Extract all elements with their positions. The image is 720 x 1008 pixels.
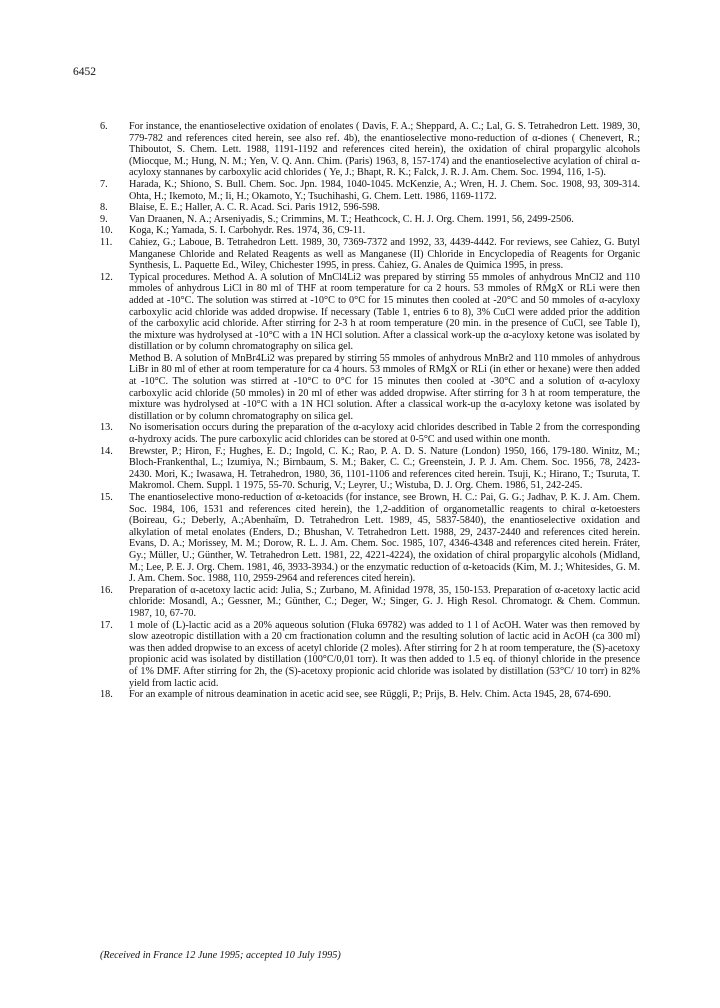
- reference-text: Van Draanen, N. A.; Arseniyadis, S.; Crimmins, M. T.; Heathcock, C. H. J. Org. Chem. 1991, 56, 2499-2506.: [129, 213, 574, 225]
- reference-16: [100, 585, 640, 620]
- reference-number: 14.: [100, 445, 113, 457]
- reference-8: [100, 202, 640, 214]
- reference-18: [100, 689, 640, 701]
- reference-11: [100, 237, 640, 272]
- reference-text: Koga, K.; Yamada, S. I. Carbohydr. Res. 1974, 36, C9-11.: [129, 225, 366, 237]
- reference-number: 7.: [100, 178, 108, 190]
- references-list: [100, 121, 640, 701]
- reference-text: Cahiez, G.; Laboue, B. Tetrahedron Lett. 1989, 30, 7369-7372 and 1992, 33, 4439-4442. For reviews, see Cahiez, G. Butyl Manganese Chloride and Related Reagents as well as Manganese (II) Chloride in Encyclopedia of Reagents for Organic Synthesis, L. Paquette Ed., Wiley, Chichester 1995, in press. Cahiez, G. Anales de Quimica 1995, in press.: [129, 236, 640, 272]
- page-number: 6452: [73, 66, 96, 78]
- reference-number: 11.: [100, 236, 113, 248]
- reference-10: [100, 225, 640, 237]
- reference-6: [100, 121, 640, 179]
- reference-text: For an example of nitrous deamination in acetic acid see, see Rüggli, P.; Prijs, B. Helv. Chim. Acta 1945, 28, 674-690.: [129, 689, 612, 701]
- reference-13: [100, 422, 640, 445]
- reference-number: 10.: [100, 225, 113, 237]
- received-date-line: (Received in France 12 June 1995; accepted 10 July 1995): [100, 950, 341, 961]
- reference-14: [100, 446, 640, 492]
- reference-text: The enantioselective mono-reduction of α-ketoacids (for instance, see Brown, H. C.: Pai, G. G.; Jadhav, P. K. J. Am. Chem. Soc. 1984, 106, 1531 and references cited herein), the 1,2-addition of organometallic reagents to chiral α-ketoesters (Boireau, G.; Deberly, A.;Abenhaïm, D. Tetrahedron Lett. 1989, 45, 5837-5840), the enantioselective oxidation and alkylation of metal enolates (Enders, D.; Bhushan, V. Tetrahedron Lett. 1988, 29, 2437-2440 and references cited herein. Evans, D. A.; Morissey, M. M.; Dorow, R. L. J. Am. Chem. Soc. 1985, 107, 4346-4348 and references cited herein. Fráter, Gy.; Müller, U.; Günther, W. Tetrahedron Lett. 1981, 22, 4221-4224), the oxidation of chiral propargylic alcohols (Midland, M.; Lee, P. E. J. Org. Chem. 1981, 46, 3933-3934.) or the enzymatic reduction of α-ketoacids (Kim, M. J.; Whitesides, G. M. J. Am. Chem. Soc. 1988, 110, 2959-2964 and references cited herein).: [129, 492, 640, 585]
- reference-7: [100, 179, 640, 202]
- reference-17: [100, 620, 640, 690]
- reference-text: Harada, K.; Shiono, S. Bull. Chem. Soc. Jpn. 1984, 1040-1045. McKenzie, A.; Wren, H. J. Chem. Soc. 1908, 93, 309-314. Ohta, H.; Ikemoto, M.; Ii, H.; Okamoto, Y.; Tsuchihashi, G. Chem. Lett. 1986, 1169-1172.: [129, 178, 640, 202]
- reference-number: 8.: [100, 202, 108, 214]
- reference-text: 1 mole of (L)-lactic acid as a 20% aqueous solution (Fluka 69782) was added to 1 l of AcOH. Water was then removed by slow azeotropic distillation with a 20 cm fractionation column and the resulting solution of lactic acid in AcOH (ca 300 ml) was then added dropwise to an excess of acetyl chloride (2 moles). After stirring for 2 h at room temperature, the (S)-acetoxy propionic acid was isolated by distillation (100°C/0,01 torr). It was then added to 1.5 eq. of thionyl chloride in the presence of 1% DMF. After stirring for 2h, the (S)-acetoxy propionic acid chloride was isolated by distillation (53°C/ 10 torr) in 82% yield from lactic acid.: [129, 619, 640, 689]
- reference-number: 18.: [100, 689, 113, 701]
- reference-number: 6.: [100, 121, 108, 132]
- method-b-text: Method B. A solution of MnBr4Li2 was prepared by stirring 55 mmoles of anhydrous MnBr2 and 110 mmoles of anhydrous LiBr in 80 ml of ether at room temperature for ca 4 hours. 53 mmoles of RMgX or RLi (in ether or hexane) were then added at -10°C. The solution was stirred at -10°C to 0°C for 15 minutes then cooled at -30°C and a solution of α-acyloxy carboxylic acid chloride (50 mmoles) in 20 ml of ether was added dropwise. After stirring for 3 h at room temperature, the mixture was hydrolysed at -10°C with a 1N HCl solution. After a classical work-up the α-acyloxy ketone was isolated by distillation or by column chromatography on silica gel.: [129, 352, 640, 422]
- reference-text: No isomerisation occurs during the preparation of the α-acyloxy acid chlorides described in Table 2 from the corresponding α-hydroxy acids. The pure carboxylic acid chlorides can be stored at 0-5°C and used within one month.: [129, 422, 640, 446]
- reference-text: For instance, the enantioselective oxidation of enolates ( Davis, F. A.; Sheppard, A. C.; Lal, G. S. Tetrahedron Lett. 1989, 30, 779-782 and references cited herein, see also ref. 4b), the enantioselective mono-reduction of α-diones ( Chenevert, R.; Thiboutot, S. Chem. Lett. 1988, 1191-1192 and references cited herein), the oxidation of chiral propargylic alcohols (Miocque, M.; Hung, N. M.; Yen, V. Q. Ann. Chim. (Paris) 1963, 8, 157-174) and the enantioselective acylation of chiral α-acyloxy stannanes by carboxylic acid chlorides ( Ye, J.; Bhapt, R. K.; Falck, J. R. J. Am. Chem. Soc. 1994, 116, 1-5).: [129, 121, 640, 179]
- reference-text: Preparation of α-acetoxy lactic acid: Julia, S.; Zurbano, M. Afinidad 1978, 35, 150-153. Preparation of α-acetoxy lactic acid chloride: Mosandl, A.; Gessner, M.; Günther, C.; Deger, W.; Singer, G. J. High Resol. Chromatogr. & Chem. Commun. 1987, 10, 67-70.: [129, 584, 640, 619]
- reference-text: Blaise, E. E.; Haller, A. C. R. Acad. Sci. Paris 1912, 596-598.: [129, 202, 380, 214]
- reference-12: [100, 272, 640, 423]
- reference-number: 13.: [100, 422, 113, 434]
- reference-number: 9.: [100, 213, 108, 225]
- reference-number: 16.: [100, 584, 113, 596]
- reference-number: 15.: [100, 492, 113, 503]
- reference-number: 17.: [100, 619, 113, 631]
- reference-number: 12.: [100, 271, 113, 283]
- reference-9: [100, 214, 640, 226]
- reference-15: [100, 492, 640, 585]
- reference-text: Brewster, P.; Hiron, F.; Hughes, E. D.; Ingold, C. K.; Rao, P. A. D. S. Nature (London) 1950, 166, 179-180. Winitz, M.; Bloch-Frankenthal, L.; Izumiya, N.; Birnbaum, S. M.; Baker, C. C.; Greenstein, J. P. J. Am. Chem. Soc. 1956, 78, 2423-2430. Mori, K.; Iwasawa, H. Tetrahedron, 1980, 36, 1101-1106 and references cited herein. Tsuji, K.; Hirano, T.; Tsuruta, T. Makromol. Chem. Suppl. 1 1975, 55-70. Schurig, V.; Leyrer, U.; Wistuba, D. J. Org. Chem. 1986, 51, 242-245.: [129, 445, 640, 492]
- method-a-text: Typical procedures. Method A. A solution of MnCl4Li2 was prepared by stirring 55 mmoles of anhydrous MnCl2 and 110 mmoles of anhydrous LiCl in 80 ml of THF at room temperature for ca 2 hours. 53 mmoles of RMgX or RLi were then added at -10°C. The solution was stirred at -10°C to 0°C for 15 minutes then cooled at -20°C and 50 mmoles of α-acyloxy carboxylic acid chloride was added dropwise. If necessary (Table 1, entries 6 to 8), 3% CuCl were added prior the addition of the carboxylic acid chloride. After stirring for 2-3 h at room temperature (20 min. in the presence of CuCl, see Table I), the mixture was hydrolysed at -10°C with a 1N HCl solution. After a classical work-up the α-acyloxy ketone was isolated by distillation or by column chromatography on silica gel.: [129, 271, 640, 353]
